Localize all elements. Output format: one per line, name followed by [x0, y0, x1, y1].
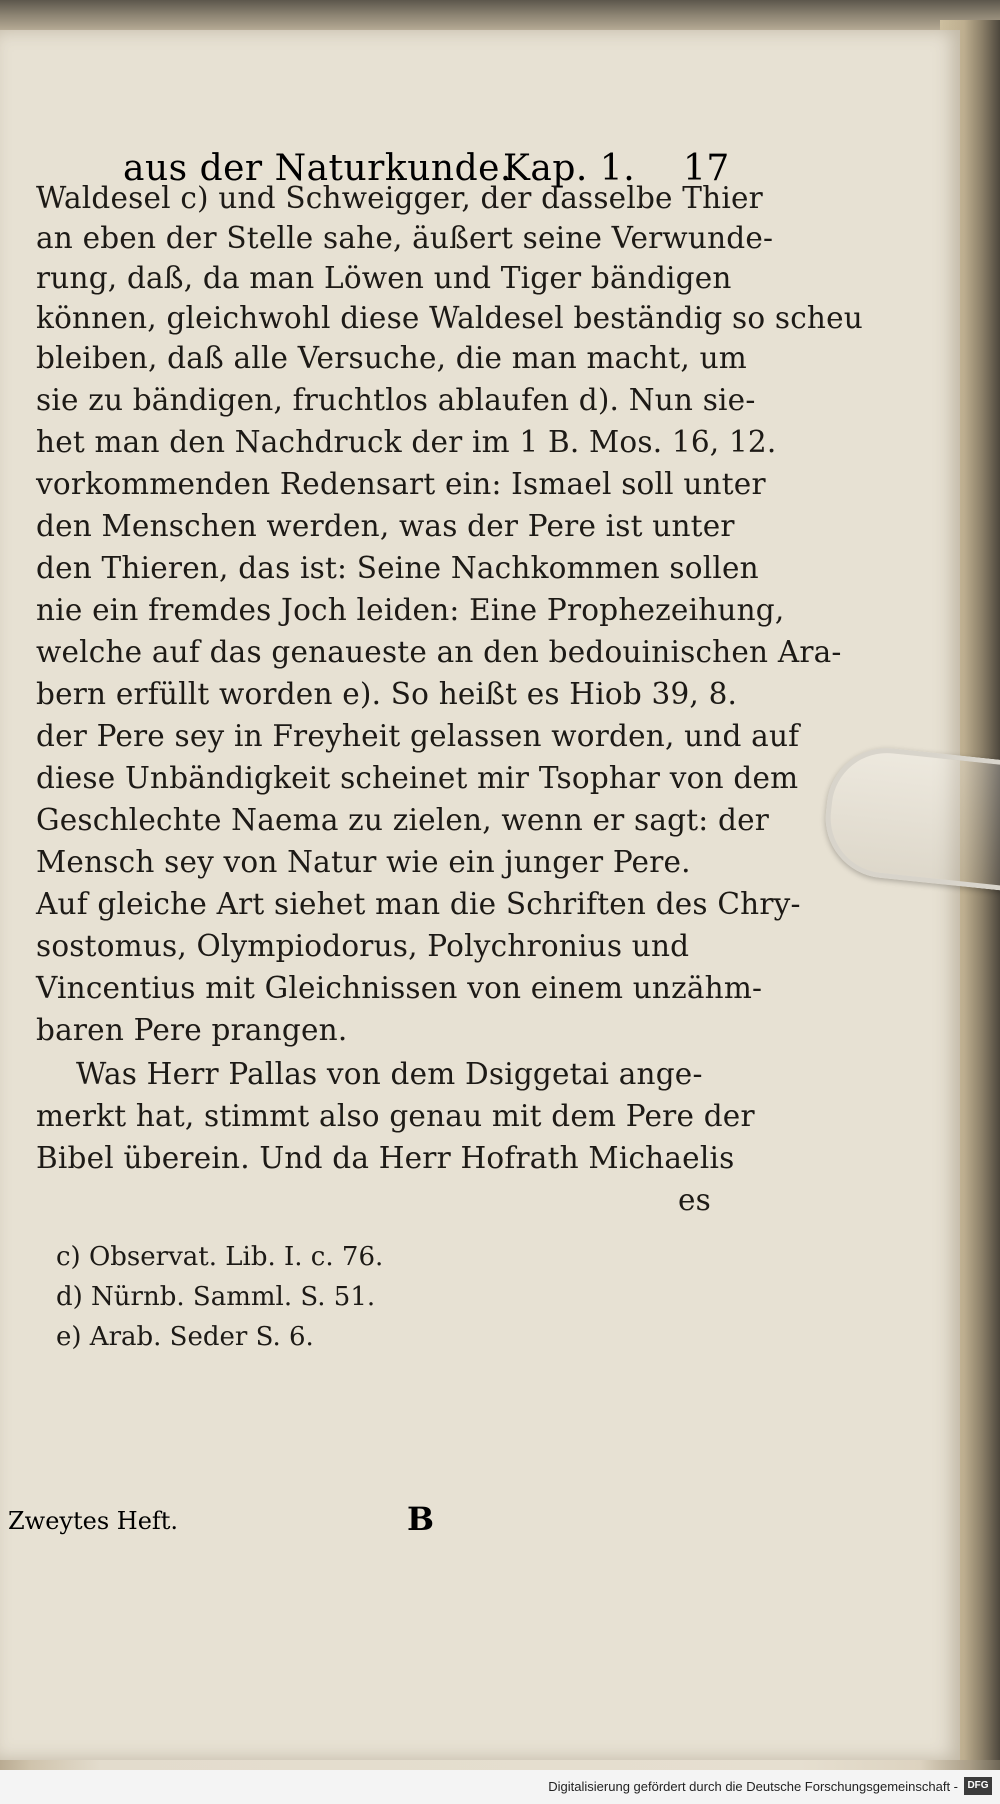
running-title: aus der Naturkunde. [123, 148, 512, 189]
chapter-label: Kap. 1. [503, 148, 636, 189]
signature-mark: B [407, 1500, 435, 1538]
text-line: sie zu bändigen, fruchtlos ablaufen d). Nun sie- [36, 383, 756, 417]
text-line: het man den Nachdruck der im 1 B. Mos. 16, 12. [36, 425, 777, 459]
text-line: Mensch sey von Natur wie ein junger Pere. [36, 845, 691, 879]
text-line: welche auf das genaueste an den bedouinischen Ara- [36, 635, 842, 669]
signature-line: Zweytes Heft. [8, 1507, 179, 1535]
text-line: den Thieren, das ist: Seine Nachkommen sollen [36, 551, 759, 585]
text-line: der Pere sey in Freyheit gelassen worden, und auf [36, 719, 800, 753]
credit-text: Digitalisierung gefördert durch die Deutsche Forschungsgemeinschaft - [548, 1779, 958, 1794]
text-line: Vincentius mit Gleichnissen von einem unzähm- [36, 971, 763, 1005]
text-line: an eben der Stelle sahe, äußert seine Verwunde- [36, 221, 774, 255]
text-line: bleiben, daß alle Versuche, die man macht, um [36, 341, 747, 375]
text-line: Was Herr Pallas von dem Dsiggetai ange- [76, 1057, 703, 1091]
text-line: sostomus, Olympiodorus, Polychronius und [36, 929, 690, 963]
text-line: rung, daß, da man Löwen und Tiger bändigen [36, 261, 732, 295]
text-line: den Menschen werden, was der Pere ist unter [36, 509, 735, 543]
credit-bar [0, 1770, 1000, 1804]
text-line: Geschlechte Naema zu zielen, wenn er sagt: der [36, 803, 770, 837]
footnote: d) Nürnb. Samml. S. 51. [56, 1282, 376, 1312]
text-line: vorkommenden Redensart ein: Ismael soll unter [36, 467, 766, 501]
page-number: 17 [683, 148, 730, 189]
text-line: können, gleichwohl diese Waldesel beständig so scheu [36, 301, 863, 335]
text-line: Auf gleiche Art siehet man die Schriften des Chry- [36, 887, 801, 921]
text-line: Bibel überein. Und da Herr Hofrath Michaelis [36, 1141, 735, 1175]
text-line: nie ein fremdes Joch leiden: Eine Prophezeihung, [36, 593, 785, 627]
book-page [0, 30, 960, 1760]
text-line: bern erfüllt worden e). So heißt es Hiob 39, 8. [36, 677, 738, 711]
text-line: diese Unbändigkeit scheinet mir Tsophar von dem [36, 761, 799, 795]
dfg-logo: DFG [964, 1777, 992, 1795]
text-line: Waldesel c) und Schweigger, der dasselbe Thier [36, 181, 763, 215]
text-line: baren Pere prangen. [36, 1013, 348, 1047]
catchword: es [678, 1183, 711, 1217]
text-line: merkt hat, stimmt also genau mit dem Pere der [36, 1099, 755, 1133]
footnote: c) Observat. Lib. I. c. 76. [56, 1242, 384, 1272]
footnote: e) Arab. Seder S. 6. [56, 1322, 314, 1352]
